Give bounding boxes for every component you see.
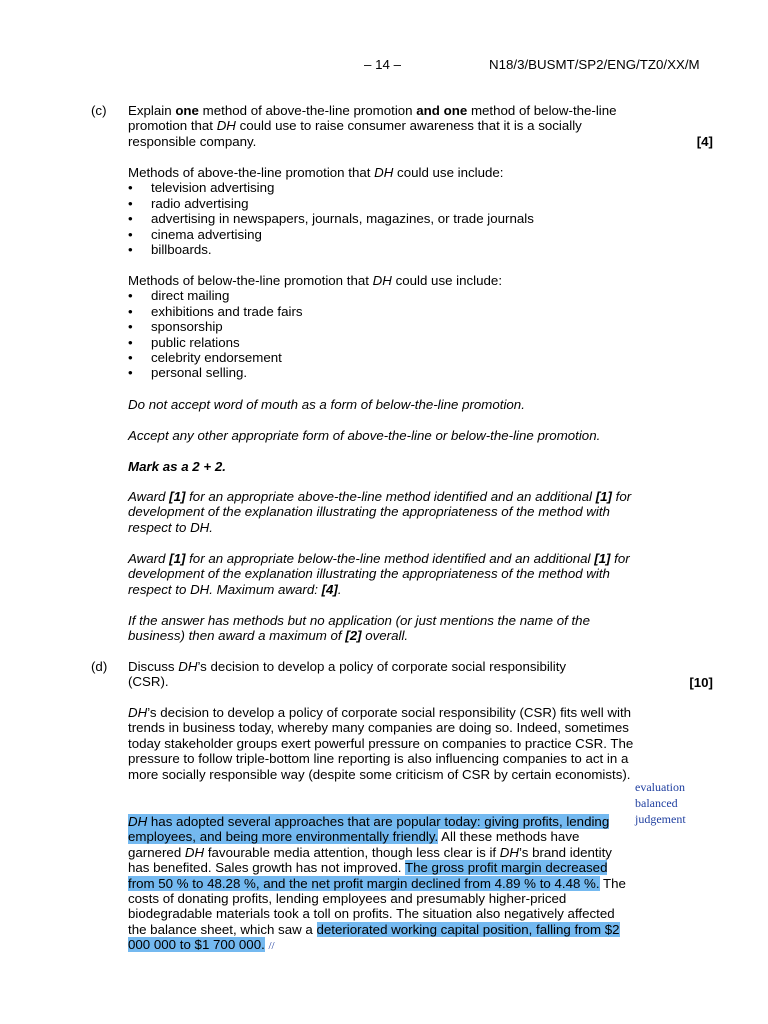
list-item: • cinema advertising [128,227,648,242]
word-of-mouth-note: Do not accept word of mouth as a form of below-the-line promotion. [128,397,525,412]
question-d-label: (d) [91,659,108,674]
highlight: The gross profit margin decreased from 50 % to 48.28 %, and the net profit margin declined from 4.89 % to 4.48 %. [128,860,608,891]
list-item: • public relations [128,335,648,350]
award-below-line: Award [1] for an appropriate below-the-line method identified and an additional [1] for development of the explanation illustrating the appropriateness of the method with respect to DH. Maximum award: [4]. [128,551,630,597]
list-item: • direct mailing [128,288,648,303]
answer-paragraph-2: DH has adopted several approaches that are popular today: giving profits, lending employees, and being more environmentally friendly. All these methods have garnered DH favourable media attention, though less clear is if DH’s brand identity has benefited. Sales growth has not improved. The gross profit margin decreased from 50 % to 48.28 %, and the net profit margin declined from 4.89 % to 4.48 %. The costs of donating profits, lending employees and presumably higher-priced biodegradable materials took a toll on profits. The situation also negatively affected the balance sheet, which saw a deteriorated working capital position, falling from $2 000 000 to $1 700 000. // [128,814,626,953]
list-item: • personal selling. [128,365,648,380]
answer-paragraph-1: DH’s decision to develop a policy of corporate social responsibility (CSR) fits well with trends in business today, whereby many companies are doing so. Indeed, sometimes today stakeholder groups exert powerful pressure on companies to practice CSR. The pressure to follow triple-bottom line reporting is also influencing companies to act in a more socially responsible way (despite some criticism of CSR by certain economists). [128,705,634,782]
mark-scheme-note: Mark as a 2 + 2. [128,459,226,474]
tick-mark: // [268,940,275,953]
question-d-marks: [10] [689,675,713,690]
margin-annotation: evaluation balanced judgement [635,780,686,826]
btl-methods: Methods of below-the-line promotion that DH could use include: • direct mailing • exhibitions and trade fairs • sponsorship • public relations • celebrity endorsement • personal selling. [128,273,648,381]
no-application-note: If the answer has methods but no application (or just mentions the name of the business) then award a maximum of [2] overall. [128,613,590,644]
question-c-label: (c) [91,103,107,118]
list-item: • advertising in newspapers, journals, magazines, or trade journals [128,211,648,226]
question-d-text: Discuss DH’s decision to develop a policy of corporate social responsibility (CSR). [128,659,567,690]
highlight: DH has adopted several approaches that are popular today: giving profits, lending employees, and being more environmentally friendly. [128,814,610,845]
list-item: • billboards. [128,242,648,257]
award-above-line: Award [1] for an appropriate above-the-line method identified and an additional [1] for development of the explanation illustrating the appropriateness of the method with respect to DH. [128,489,632,535]
accept-note: Accept any other appropriate form of above-the-line or below-the-line promotion. [128,428,601,443]
list-item: • television advertising [128,180,648,195]
question-c-marks: [4] [696,134,713,149]
question-c-text: Explain one method of above-the-line promotion and one method of below-the-line promotion that DH could use to raise consumer awareness that it is a socially responsible company. [128,103,617,149]
page-number: – 14 – [364,57,401,72]
paper-code: N18/3/BUSMT/SP2/ENG/TZ0/XX/M [489,57,700,72]
list-item: • radio advertising [128,196,648,211]
list-item: • celebrity endorsement [128,350,648,365]
list-item: • sponsorship [128,319,648,334]
atl-methods: Methods of above-the-line promotion that DH could use include: • television advertising • radio advertising • advertising in newspapers, journals, magazines, or trade journals • cinema advertising • billboards. [128,165,648,257]
highlight: deteriorated working capital position, falling from $2 000 000 to $1 700 000. [128,921,620,953]
list-item: • exhibitions and trade fairs [128,304,648,319]
